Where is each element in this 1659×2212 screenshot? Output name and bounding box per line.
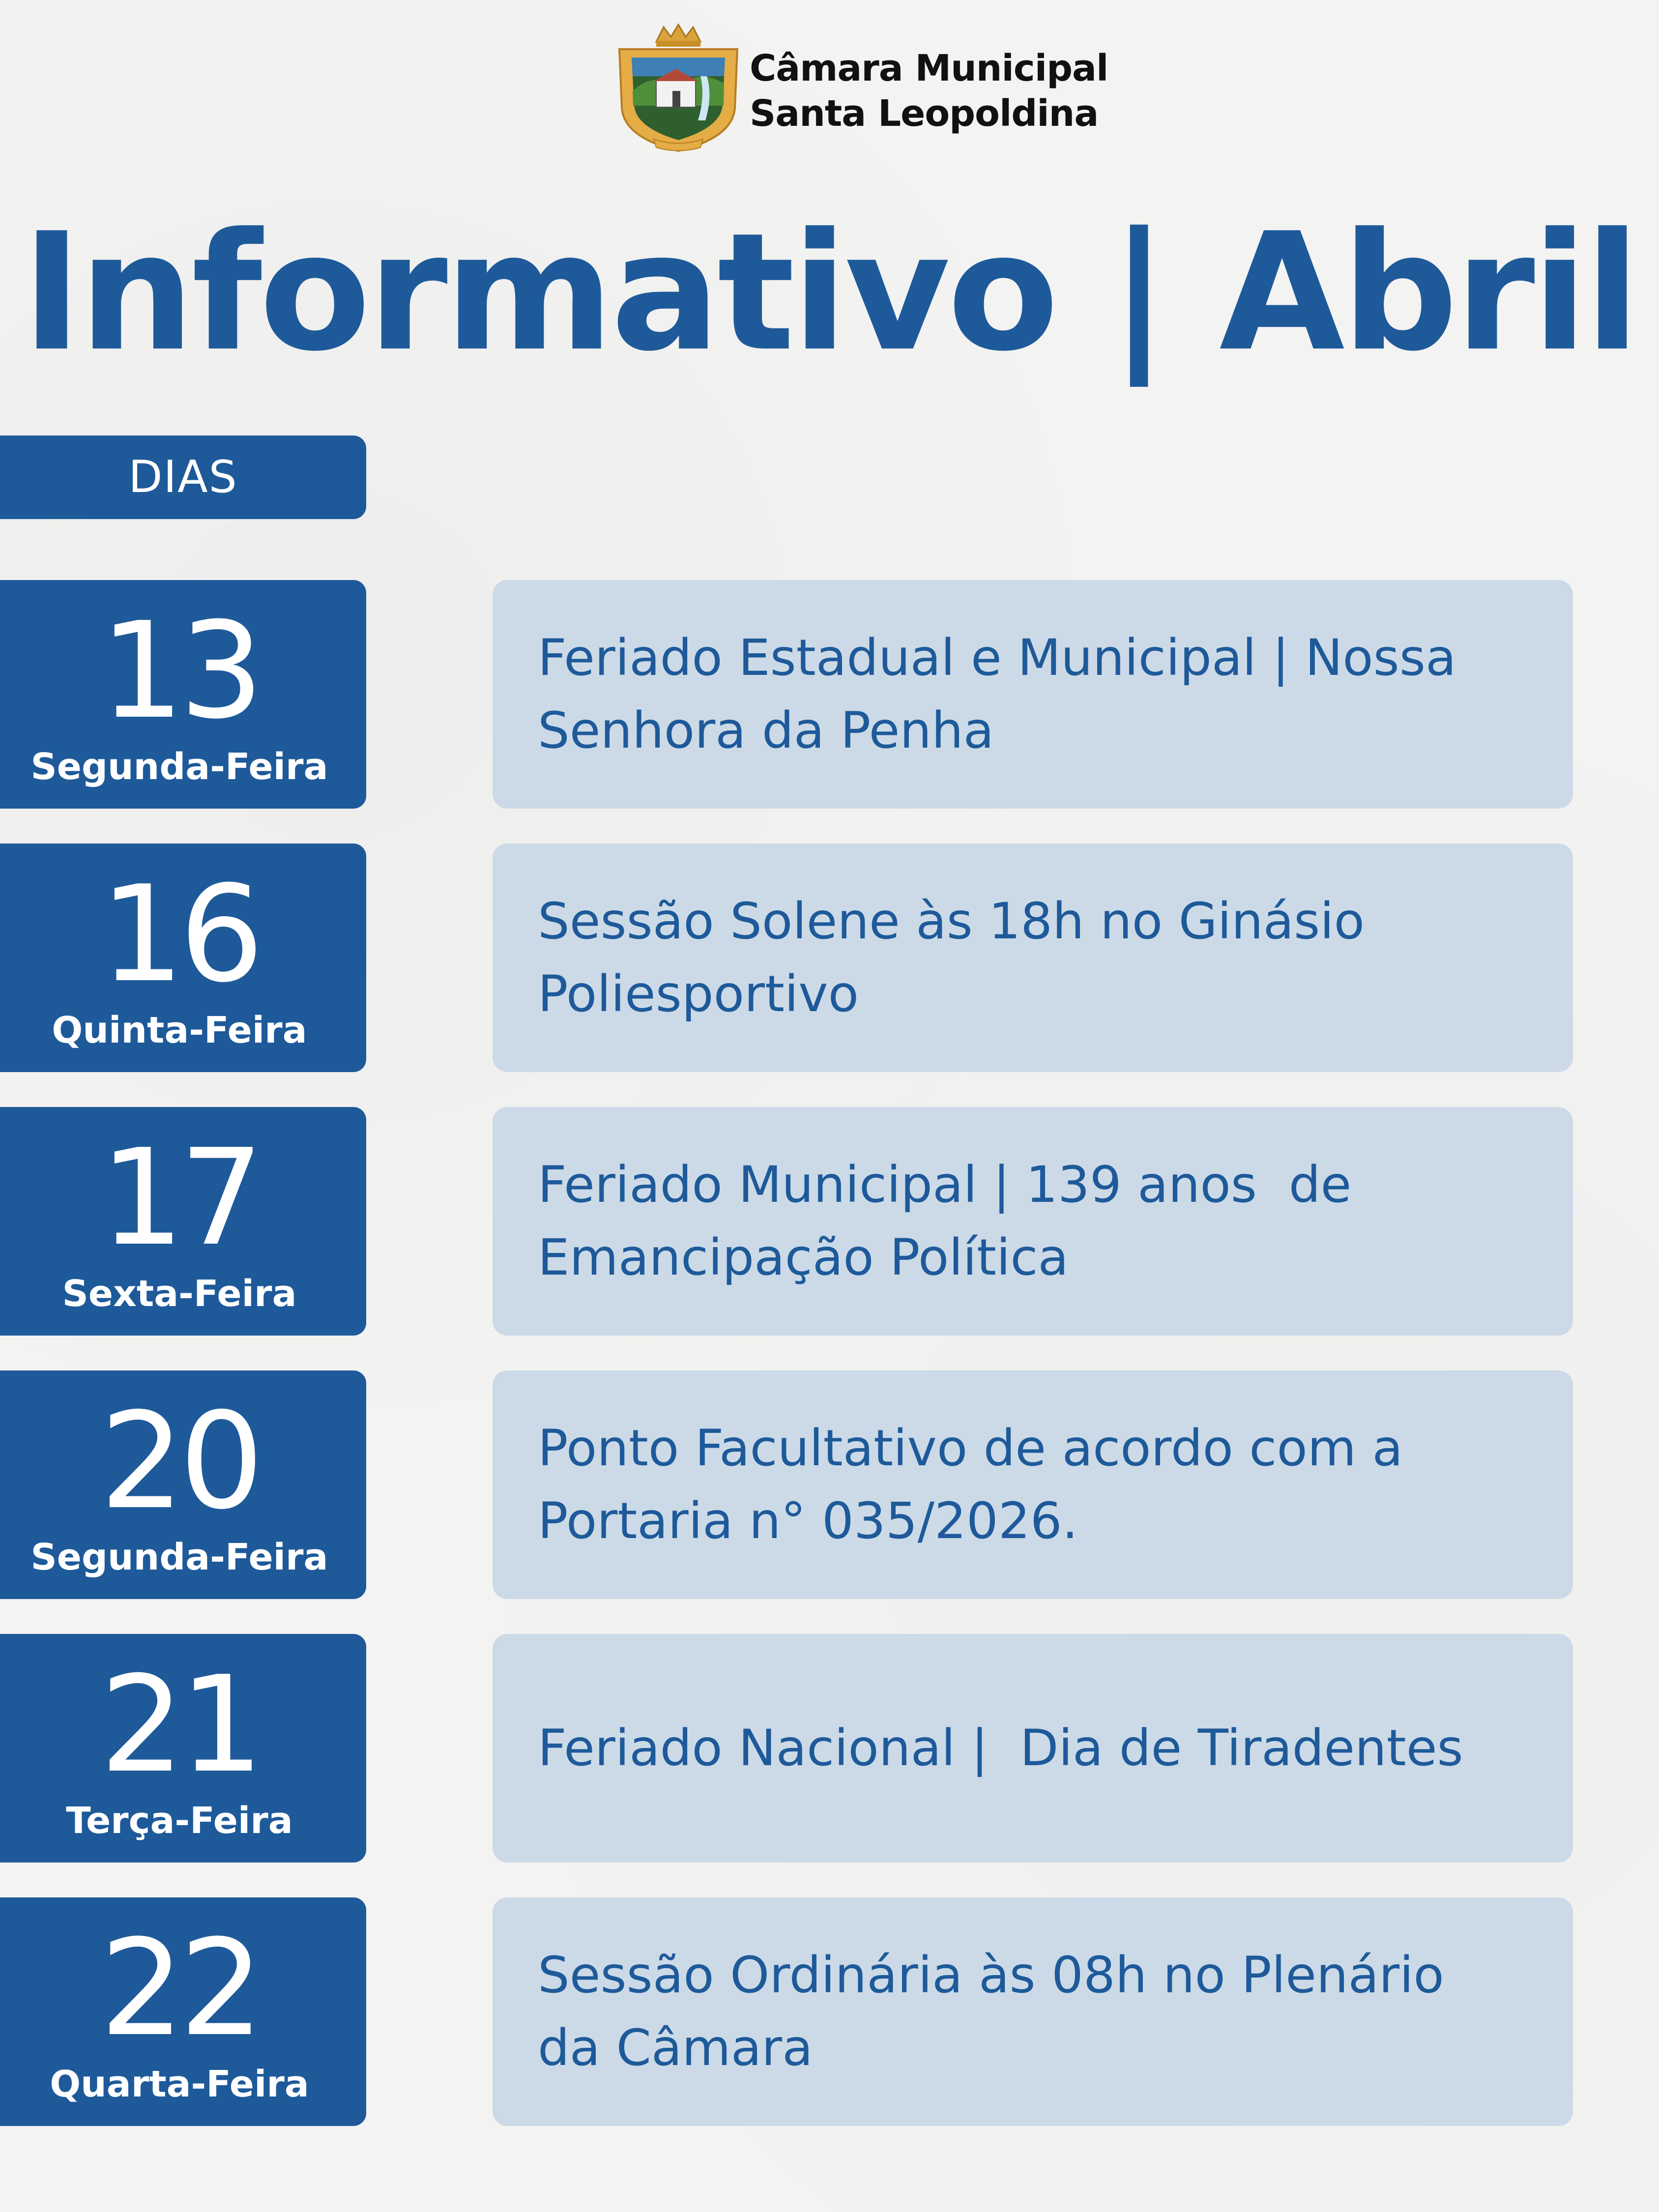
event-description: Feriado Estadual e Municipal | Nossa Senhora da Penha xyxy=(538,628,1456,760)
weekday-label: Segunda-Feira xyxy=(30,746,328,788)
date-box xyxy=(0,1370,366,1599)
event-description-box xyxy=(493,580,1573,809)
organization-name xyxy=(750,46,1108,136)
coat-of-arms-icon xyxy=(610,22,747,155)
event-row xyxy=(0,1107,1659,1336)
day-number: 22 xyxy=(100,1911,259,2066)
day-number: 17 xyxy=(100,1120,259,1275)
weekday-label: Quinta-Feira xyxy=(52,1009,307,1051)
organization-name-line1: Câmara Municipal xyxy=(750,47,1108,89)
weekday-label: Quarta-Feira xyxy=(50,2063,309,2105)
event-row xyxy=(0,844,1659,1072)
event-description: Ponto Facultativo de acordo com a Portaria n° 035/2026. xyxy=(538,1419,1403,1550)
event-description: Feriado Nacional | Dia de Tiradentes xyxy=(538,1718,1463,1777)
date-box xyxy=(0,580,366,809)
day-number: 13 xyxy=(100,593,259,748)
day-number: 20 xyxy=(100,1384,259,1539)
weekday-label: Terça-Feira xyxy=(66,1800,293,1842)
event-description-box xyxy=(493,1634,1573,1863)
day-number: 21 xyxy=(100,1647,259,1802)
event-row xyxy=(0,1634,1659,1863)
event-row xyxy=(0,580,1659,809)
event-description: Sessão Solene às 18h no Ginásio Poliesportivo xyxy=(538,892,1365,1023)
days-column-label: DIAS xyxy=(0,436,366,519)
event-description: Feriado Municipal | 139 anos de Emancipação Política xyxy=(538,1155,1352,1287)
event-description-box xyxy=(493,1370,1573,1599)
day-number: 16 xyxy=(100,857,259,1012)
date-box xyxy=(0,1107,366,1336)
organization-name-line2: Santa Leopoldina xyxy=(750,92,1099,135)
page-title: Informativo | Abril xyxy=(22,198,1637,387)
event-row xyxy=(0,1370,1659,1599)
date-box xyxy=(0,844,366,1072)
event-description-box xyxy=(493,1107,1573,1336)
date-box xyxy=(0,1897,366,2126)
date-box xyxy=(0,1634,366,1863)
event-row xyxy=(0,1897,1659,2126)
event-description: Sessão Ordinária às 08h no Plenário da Câmara xyxy=(538,1946,1444,2077)
event-description-box xyxy=(493,1897,1573,2126)
header-logo xyxy=(610,22,1108,155)
weekday-label: Segunda-Feira xyxy=(30,1536,328,1578)
event-description-box xyxy=(493,844,1573,1072)
weekday-label: Sexta-Feira xyxy=(62,1273,297,1315)
